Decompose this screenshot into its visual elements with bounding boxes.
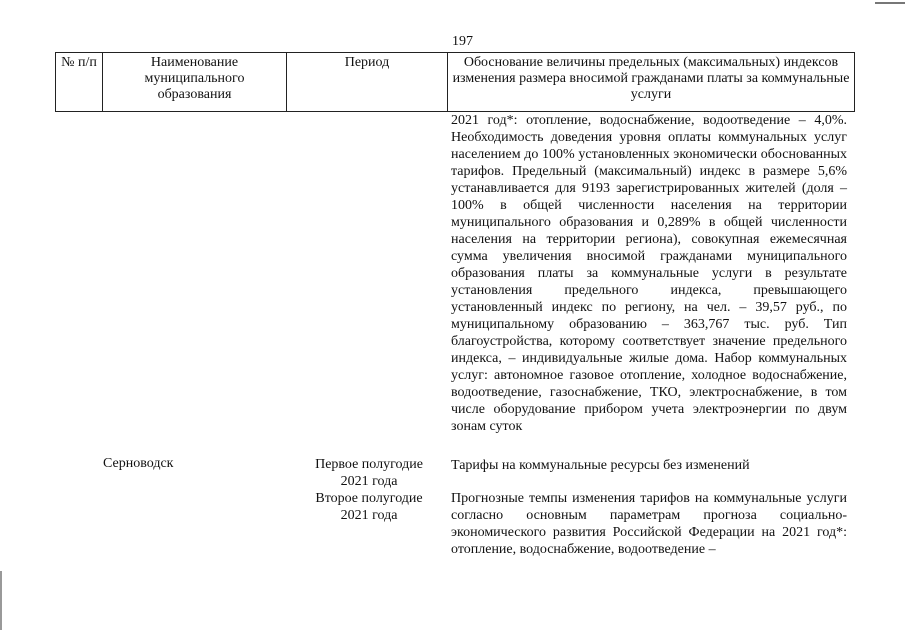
period-second-half: Второе полугодие 2021 года (315, 491, 423, 523)
header-justification: Обоснование величины предельных (максимальных) индексов изменения размера вносимой гражданами платы за коммунальные услуги (448, 53, 855, 112)
header-num: № п/п (56, 53, 103, 112)
page-number: 197 (452, 34, 473, 49)
justification-text-3: Прогнозные темпы изменения тарифов на коммунальные услуги согласно основным параметрам прогноза социально-экономического развития Российской Федерации на 2021 год*: отопление, водоснабжение, водоотведение – (451, 491, 847, 557)
scan-mark-top-right (875, 2, 905, 4)
header-period: Период (287, 53, 448, 112)
justification-text-2: Тарифы на коммунальные ресурсы без изменений (451, 458, 750, 473)
scan-mark-left (0, 571, 2, 630)
period-first-half: Первое полугодие 2021 года (315, 457, 423, 489)
municipality-name: Серноводск (103, 456, 174, 471)
justification-text-1: 2021 год*: отопление, водоснабжение, водоотведение – 4,0%. Необходимость доведения уровня оплаты коммунальных услуг населением до 100% установленных экономически обоснованных тарифов. Предельный (максимальный) индекс в размере 5,6% устанавливается для 9193 зарегистрированных жителей (доля – 100% в общей численности населения на территории муниципального образования и 0,289% в общей численности населения на территории региона), совокупная ежемесячная сумма увеличения вносимой гражданами муниципального образования платы за коммунальные услуги в результате установления предельного индекса, превышающего установленный индекс по региону, на чел. – 39,57 руб., по муниципальному образованию – 363,767 тыс. руб. Тип благоустройства, которому соответствует значение предельного индекса, – индивидуальные жилые дома. Набор коммунальных услуг: автономное газовое отопление, холодное водоснабжение, водоотведение, газоснабжение, ТКО, электроснабжение, в том числе оборудование прибором учета электроэнергии по двум зонам суток (451, 113, 847, 434)
header-municipality: Наименование муниципального образования (103, 53, 287, 112)
table-header (55, 52, 855, 112)
